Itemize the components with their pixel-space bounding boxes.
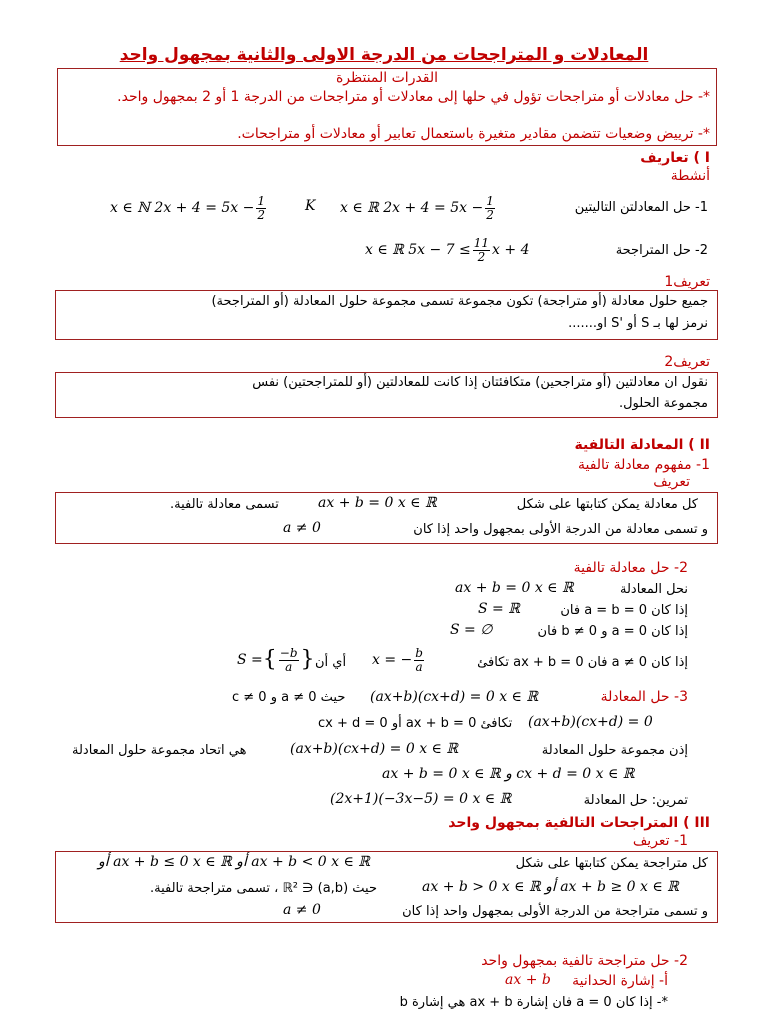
section3-sub2a-math: ax + b [505, 972, 551, 988]
objective-item-1: *- حل معادلات أو متراجحات تؤول في حلها إلى معادلات أو متراجحات من الدرجة 1 أو 2 بمجهول واحد. [117, 89, 710, 105]
section2-sub3-cond: حيث a ≠ 0 و c ≠ 0 [232, 690, 346, 705]
solve-line1-math: S = ℝ [478, 601, 520, 617]
section3-heading: III ) المتراجحات التالفية بمجهول واحد [448, 815, 710, 831]
section3-last-line: *- إذا كان a = 0 فان إشارة ax + b هي إشارة b [399, 995, 668, 1010]
definition2-line2: مجموعة الحلول. [618, 396, 708, 411]
eq-line1-text: تكافئ ax + b = 0 أو cx + d = 0 [318, 716, 513, 731]
def4-line2-text: حيث (a,b) ∈ ℝ² ، تسمى متراجحة تالفية. [150, 881, 377, 896]
def3-line2-text: و تسمى معادلة من الدرجة الأولى بمجهول واحد إذا كان [413, 522, 708, 537]
eq-line2-end: هي اتحاد مجموعة حلول المعادلة [72, 743, 247, 758]
section3-sub2a: أ- إشارة الحدانية [572, 973, 668, 989]
activity1-label: 1- حل المعادلتن التاليتين [574, 200, 708, 215]
solve-line2-math: S = ∅ [450, 622, 493, 638]
solve-line3-math: x = − $\frac{b}{a}$ [372, 645, 423, 674]
definition2-title: تعريف2 [664, 354, 710, 370]
def4-line1-text: كل متراجحة يمكن كتابتها على شكل [515, 856, 708, 871]
section3-sub1: 1- تعريف [632, 833, 688, 849]
section1-sub: أنشطة [670, 168, 710, 184]
def3-line2-math: a ≠ 0 [283, 520, 321, 536]
def4-line1-math: ax + b < 0 x ∈ ℝ أو ax + b ≤ 0 x ∈ ℝ أو [98, 854, 370, 870]
def3-line1-end: تسمى معادلة تالفية. [170, 497, 279, 512]
eq-line3: ax + b = 0 x ∈ ℝ و cx + d = 0 x ∈ ℝ [382, 766, 635, 782]
def4-line3-text: و تسمى متراجحة من الدرجة الأولى بمجهول واحد إذا كان [402, 904, 708, 919]
solve-line2-text: إذا كان a = 0 و b ≠ 0 فان [537, 624, 688, 639]
activity1-separator: K [305, 198, 316, 214]
solve-line1-text: إذا كان a = b = 0 فان [560, 603, 688, 618]
eq-line1-math: (ax+b)(cx+d) = 0 [528, 714, 653, 730]
exercise-text: تمرين: حل المعادلة [583, 793, 688, 808]
objectives-heading: القدرات المنتظرة [335, 70, 439, 86]
page-title: المعادلات و المتراجحات من الدرجة الاولى والثانية بمجهول واحد [119, 45, 649, 65]
activity2-label: 2- حل المتراجحة [615, 243, 708, 258]
solve-line3-text: إذا كان a ≠ 0 فان ax + b = 0 تكافئ [477, 655, 688, 670]
section1-heading: I ) تعاريف [640, 150, 710, 166]
solve-line0-math: ax + b = 0 x ∈ ℝ [455, 580, 574, 596]
def4-line2-math: ax + b ≥ 0 x ∈ ℝ أو ax + b > 0 x ∈ ℝ [422, 879, 679, 895]
solve-line3-mid: أي أن [315, 655, 347, 670]
definition1-line2: نرمز لها بـ S أو 'S او....... [568, 316, 708, 331]
eq-line2-text: إذن مجموعة حلول المعادلة [541, 743, 688, 758]
section3-sub2: 2- حل متراجحة تالفية بمجهول واحد [481, 953, 688, 969]
def4-line3-math: a ≠ 0 [283, 902, 321, 918]
def3-line1-math: ax + b = 0 x ∈ ℝ [318, 495, 437, 511]
activity1-eq-n: x ∈ ℕ 2x + 4 = 5x − $\frac{1}{2}$ [110, 193, 266, 222]
activity2-eq: x ∈ ℝ 5x − 7 ≤ $\frac{11}{2}$ x + 4 [365, 235, 530, 264]
exercise-math: (2x+1)(−3x−5) = 0 x ∈ ℝ [330, 791, 512, 807]
section2-sub2: 2- حل معادلة تالفية [573, 560, 688, 576]
solve-line0-text: نحل المعادلة [619, 582, 688, 597]
eq-line2-math: (ax+b)(cx+d) = 0 x ∈ ℝ [290, 741, 458, 757]
section2-sub1-def: تعريف [653, 474, 690, 490]
def3-line1-text: كل معادلة يمكن كتابتها على شكل [516, 497, 698, 512]
definition1-title: تعريف1 [664, 274, 710, 290]
activity1-eq-r: x ∈ ℝ 2x + 4 = 5x − $\frac{1}{2}$ [340, 193, 494, 222]
definition2-line1: نقول ان معادلتين (أو متراجحين) متكافئتان إذا كانت للمعادلتين (أو للمتراجحتين) نفس [252, 375, 708, 390]
section2-sub1: 1- مفهوم معادلة تالفية [577, 457, 710, 473]
solve-line3-set: S ={ $\frac{-b}{a}$ } [237, 645, 315, 674]
section2-heading: II ) المعادلة التالفية [574, 437, 710, 453]
objective-item-2: *- ترييض وضعيات تتضمن مقادير متغيرة باستعمال تعابير أو معادلات أو متراجحات. [237, 126, 710, 142]
section2-sub3: 3- حل المعادلة [600, 689, 688, 705]
section2-sub3-math: (ax+b)(cx+d) = 0 x ∈ ℝ [370, 689, 538, 705]
definition1-line1: جميع حلول معادلة (أو متراجحة) تكون مجموعة تسمى مجموعة حلول المعادلة (أو المتراجحة) [211, 294, 708, 309]
